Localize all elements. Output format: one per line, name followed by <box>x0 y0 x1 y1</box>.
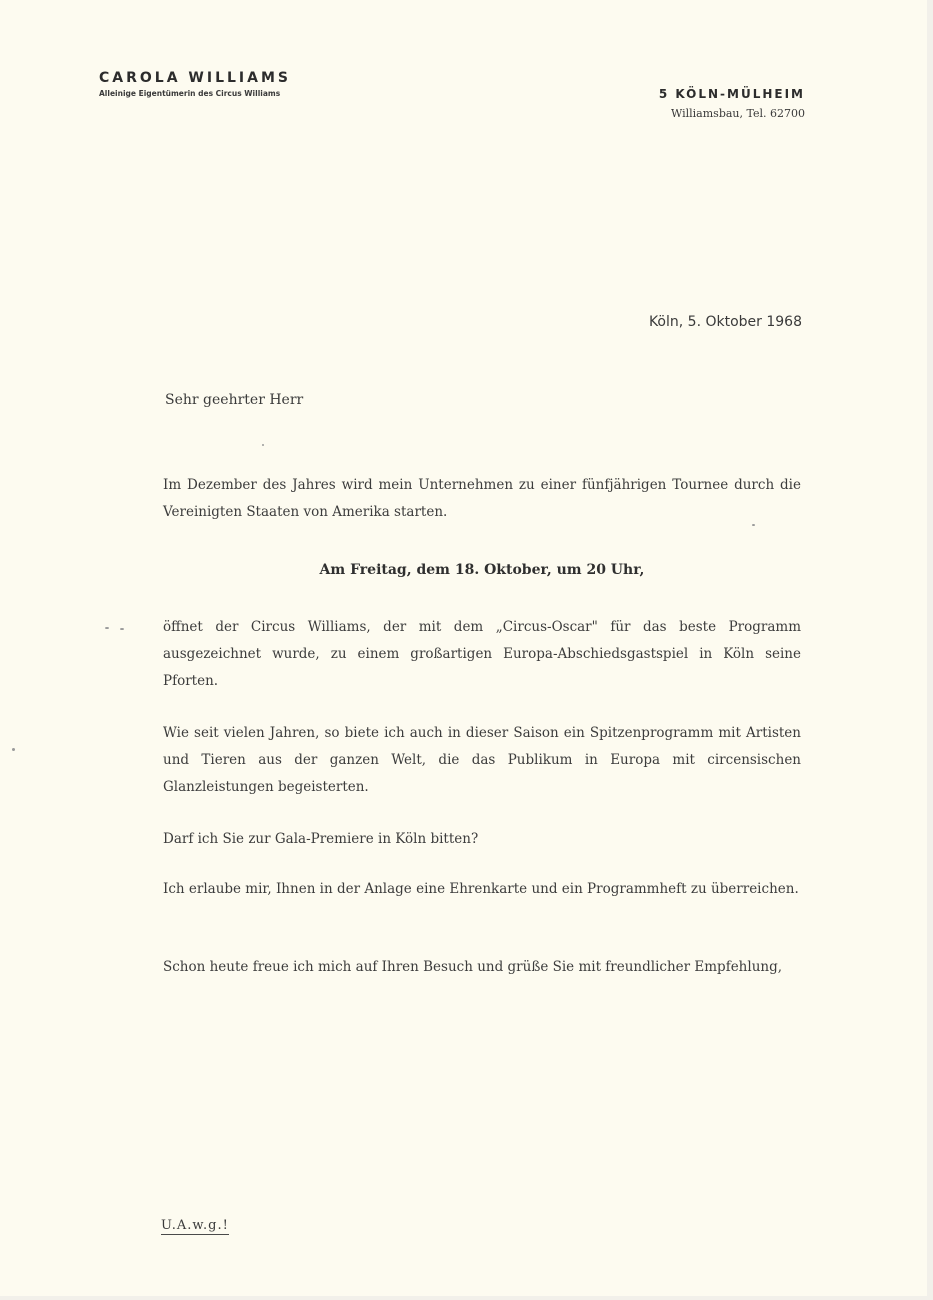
rsvp-note: U.A.w.g.! <box>161 1218 229 1233</box>
event-date-highlight: Am Freitag, dem 18. Oktober, um 20 Uhr, <box>319 562 645 578</box>
paragraph-opening: öffnet der Circus Williams, der mit dem „Circus-Oscar" für das beste Programm ausgezeichnet wurde, zu einem großartigen Europa-Abschiedsgastspiel in Köln seine Pforten. <box>163 619 801 689</box>
paper-speck <box>120 628 124 630</box>
sender-subtitle: Alleinige Eigentümerin des Circus Williams <box>99 89 281 98</box>
paper-speck <box>105 627 109 629</box>
paper-speck <box>752 524 755 526</box>
paper-speck <box>12 748 15 751</box>
paragraph-enclosure: Ich erlaube mir, Ihnen in der Anlage eine Ehrenkarte und ein Programmheft zu überreichen. <box>163 881 799 897</box>
salutation: Sehr geehrter Herr <box>165 392 304 408</box>
sender-city: 5 KÖLN-MÜLHEIM <box>658 87 805 101</box>
paper-speck <box>262 444 264 446</box>
paragraph-closing: Schon heute freue ich mich auf Ihren Besuch und grüße Sie mit freundlicher Empfehlung, <box>163 959 783 975</box>
paragraph-tour: Im Dezember des Jahres wird mein Unternehmen zu einer fünfjährigen Tournee durch die Vereinigten Staaten von Amerika starten. <box>163 477 801 520</box>
paragraph-program: Wie seit vielen Jahren, so biete ich auch in dieser Saison ein Spitzenprogramm mit Artisten und Tieren aus der ganzen Welt, die das Publikum in Europa mit circensischen Glanzleistungen begeisterten. <box>163 725 801 795</box>
sender-address: Williamsbau, Tel. 62700 <box>671 107 805 120</box>
sender-name: CAROLA WILLIAMS <box>99 70 291 86</box>
letterhead-address <box>659 87 805 120</box>
letter-date: Köln, 5. Oktober 1968 <box>648 314 802 330</box>
letterhead-sender <box>99 70 291 98</box>
paragraph-invitation: Darf ich Sie zur Gala-Premiere in Köln bitten? <box>163 831 479 847</box>
